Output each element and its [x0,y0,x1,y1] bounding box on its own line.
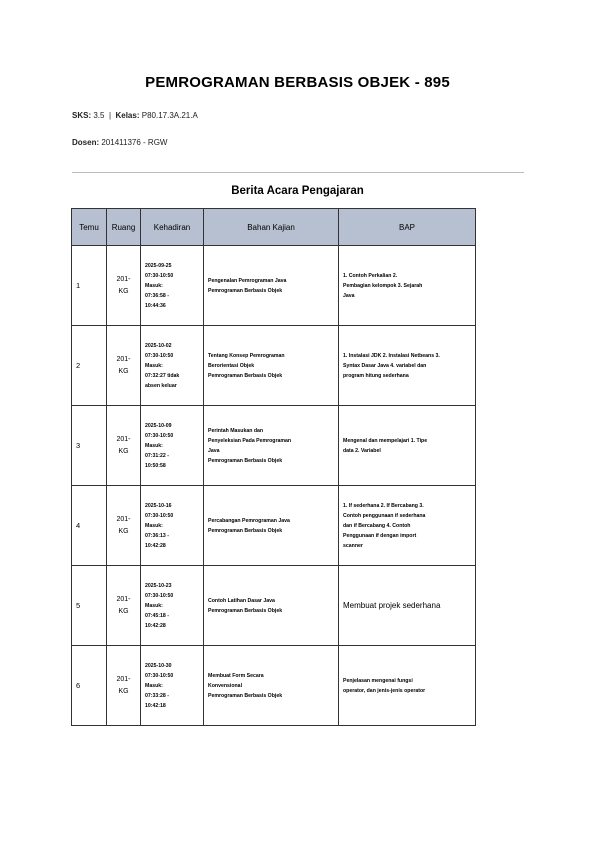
section-title: Berita Acara Pengajaran [231,185,364,197]
cell-kehadiran-line: 07:33:28 - [145,692,169,699]
cell-ruang-line: 201- [116,435,131,443]
cell-bahan-kajian-line: Pemrograman Berbasis Objek [208,527,283,534]
cell-kehadiran-line: 07:30-10:50 [145,352,174,359]
table-header-row [72,209,476,246]
cell-bap-line: Membuat projek sederhana [343,600,441,610]
cell-bahan-kajian-line: Pemrograman Berbasis Objek [208,372,283,379]
cell-ruang-line: KG [118,607,129,615]
cell-kehadiran-line: 07:36:13 - [145,532,169,539]
cell-kehadiran-line: absen keluar [145,382,177,389]
cell-kehadiran [141,406,204,486]
dosen-label: Dosen: [72,138,100,147]
cell-bap-line: 1. Contoh Perkalian 2. [343,272,398,279]
dosen-value: 201411376 - RGW [101,138,168,147]
cell-bap-line: Contoh penggunaan if sederhana [343,512,426,519]
cell-temu: 3 [72,406,107,486]
cell-ruang [107,566,141,646]
cell-bap-line: Pembagian kelompok 3. Sejarah [343,282,423,289]
cell-kehadiran [141,326,204,406]
kelas-label: Kelas: [115,111,140,120]
cell-bahan-kajian-line: Konvensional [208,682,243,689]
cell-bap-line: 1. If sederhana 2. If Bercabang 3. [343,502,424,509]
sks-value: 3.5 [93,111,105,120]
cell-ruang-line: 201- [116,515,131,523]
cell-bahan-kajian-line: Contoh Latihan Dasar Java [208,597,275,604]
header-kehadiran: Kehadiran [141,209,204,246]
cell-bap [339,646,476,726]
cell-kehadiran-line: 10:42:28 [145,622,166,629]
cell-kehadiran-line: 07:30-10:50 [145,432,174,439]
cell-temu: 6 [72,646,107,726]
cell-kehadiran-line: 2025-09-25 [145,262,172,269]
cell-bap-line: operator, dan jenis-jenis operator [343,687,426,694]
cell-kehadiran-line: Masuk: [145,362,163,369]
cell-bahan-kajian-line: Berorientasi Objek [208,362,255,369]
cell-temu: 4 [72,486,107,566]
cell-kehadiran [141,246,204,326]
bap-table [71,208,476,726]
cell-bahan-kajian [204,406,339,486]
cell-kehadiran-line: 07:30-10:50 [145,272,174,279]
course-info-line [72,111,198,120]
course-title: PEMROGRAMAN BERBASIS OBJEK - 895 [145,74,450,91]
cell-kehadiran-line: 07:30-10:50 [145,672,174,679]
cell-ruang [107,406,141,486]
cell-ruang [107,486,141,566]
kelas-value: P80.17.3A.21.A [141,111,198,120]
cell-ruang-line: KG [118,527,129,535]
cell-bap-line: program hitung sederhana [343,372,409,379]
cell-kehadiran-line: Masuk: [145,682,163,689]
cell-kehadiran-line: 07:36:58 - [145,292,169,299]
cell-kehadiran-line: 07:30-10:50 [145,592,174,599]
table-row [72,486,476,566]
cell-bahan-kajian-line: Tentang Konsep Pemrograman [208,352,285,359]
table-row [72,326,476,406]
cell-bahan-kajian-line: Penyeleksian Pada Pemrograman [208,437,292,444]
cell-kehadiran-line: 2025-10-23 [145,582,172,589]
cell-kehadiran-line: 2025-10-16 [145,502,172,509]
cell-kehadiran-line: 07:45:18 - [145,612,169,619]
cell-bap-line: Penjelasan mengenai fungsi [343,677,413,684]
cell-kehadiran-line: Masuk: [145,442,163,449]
cell-bahan-kajian-line: Pemrograman Berbasis Objek [208,692,283,699]
cell-ruang-line: 201- [116,355,131,363]
separator: | [106,111,114,120]
header-bap: BAP [339,209,476,246]
cell-bap [339,326,476,406]
cell-bap-line: data 2. Variabel [343,447,381,454]
cell-ruang-line: KG [118,687,129,695]
cell-bahan-kajian-line: Perintah Masukan dan [208,427,264,434]
cell-kehadiran [141,486,204,566]
cell-temu: 2 [72,326,107,406]
cell-ruang-line: KG [118,447,129,455]
cell-bahan-kajian [204,566,339,646]
cell-kehadiran-line: 2025-10-09 [145,422,172,429]
cell-kehadiran-line: Masuk: [145,602,163,609]
sks-label: SKS: [72,111,92,120]
cell-bahan-kajian [204,326,339,406]
cell-ruang [107,246,141,326]
cell-bahan-kajian [204,246,339,326]
cell-bap [339,486,476,566]
table-row [72,646,476,726]
cell-kehadiran-line: 10:50:58 [145,462,166,469]
cell-ruang-line: KG [118,287,129,295]
cell-kehadiran-line: 10:44:36 [145,302,166,309]
cell-bap-line: Java [343,292,355,299]
cell-kehadiran-line: Masuk: [145,522,163,529]
cell-bap-line: scanner [343,542,363,549]
cell-ruang-line: 201- [116,275,131,283]
cell-bap-line: Syntax Dasar Java 4. variabel dan [343,362,427,369]
lecturer-line [72,138,167,147]
header-temu: Temu [72,209,107,246]
cell-ruang-line: 201- [116,675,131,683]
cell-ruang [107,646,141,726]
cell-ruang-line: KG [118,367,129,375]
cell-bap-line: Penggunaan if dengan import [343,532,417,539]
cell-kehadiran [141,646,204,726]
cell-bahan-kajian-line: Membuat Form Secara [208,672,264,679]
cell-kehadiran-line: 07:31:22 - [145,452,169,459]
cell-bahan-kajian-line: Pemrograman Berbasis Objek [208,287,283,294]
cell-bap-line: dan if Bercabang 4. Contoh [343,522,411,529]
header-ruang: Ruang [107,209,141,246]
cell-bahan-kajian-line: Pemrograman Berbasis Objek [208,607,283,614]
cell-kehadiran-line: 07:32:27 tidak [145,372,180,379]
cell-bap-line: 1. Instalasi JDK 2. Instalasi Netbeans 3. [343,352,440,359]
cell-kehadiran-line: 2025-10-30 [145,662,172,669]
cell-bap [339,566,476,646]
cell-temu: 1 [72,246,107,326]
cell-kehadiran-line: 10:42:18 [145,702,166,709]
cell-bahan-kajian-line: Pengenalan Pemrograman Java [208,277,287,284]
cell-bap-line: Mengenal dan mempelajari 1. Tipe [343,437,428,444]
cell-bahan-kajian-line: Pemrograman Berbasis Objek [208,457,283,464]
cell-bahan-kajian [204,646,339,726]
cell-ruang-line: 201- [116,595,131,603]
cell-kehadiran-line: 10:42:28 [145,542,166,549]
header-bahan-kajian: Bahan Kajian [204,209,339,246]
cell-bahan-kajian-line: Percabangan Pemrograman Java [208,517,290,524]
table-row [72,246,476,326]
divider [72,172,524,173]
cell-kehadiran-line: 07:30-10:50 [145,512,174,519]
table-row [72,566,476,646]
table-row [72,406,476,486]
cell-kehadiran-line: Masuk: [145,282,163,289]
cell-kehadiran [141,566,204,646]
cell-kehadiran-line: 2025-10-02 [145,342,172,349]
cell-bahan-kajian [204,486,339,566]
cell-bap [339,246,476,326]
cell-ruang [107,326,141,406]
cell-temu: 5 [72,566,107,646]
cell-bap [339,406,476,486]
cell-bahan-kajian-line: Java [208,447,220,454]
